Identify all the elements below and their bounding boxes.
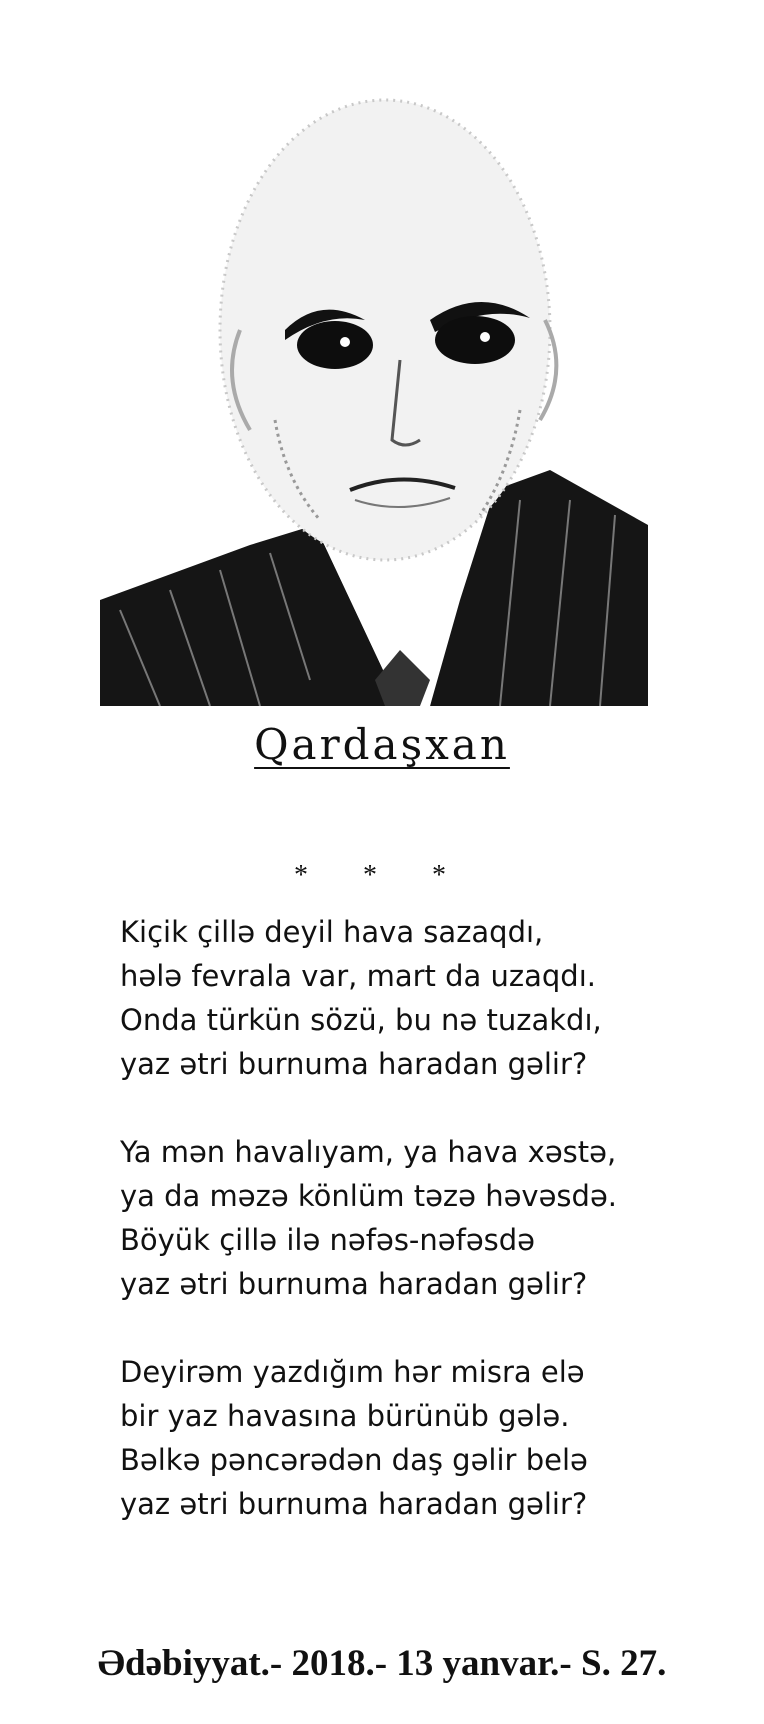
poem-line: hələ fevrala var, mart da uzaqdı. bbox=[120, 959, 596, 993]
poem-line: Onda türkün sözü, bu nə tuzakdı, bbox=[120, 1003, 602, 1037]
poem-line: yaz ətri burnuma haradan gəlir? bbox=[120, 1487, 588, 1521]
poem-line: Bəlkə pəncərədən daş gəlir belə bbox=[120, 1443, 588, 1477]
stanza-2 bbox=[120, 1130, 740, 1306]
poem-line: bir yaz havasına bürünüb gələ. bbox=[120, 1399, 570, 1433]
source-citation: Ədəbiyyat.- 2018.- 13 yanvar.- S. 27. bbox=[97, 1643, 667, 1684]
poem-line: Kiçik çillə deyil hava sazaqdı, bbox=[120, 915, 544, 949]
stanza-separator: * * * bbox=[294, 860, 470, 891]
poem-line: yaz ətri burnuma haradan gəlir? bbox=[120, 1267, 588, 1301]
poem-line: Böyük çillə ilə nəfəs-nəfəsdə bbox=[120, 1223, 536, 1257]
poem-line: yaz ətri burnuma haradan gəlir? bbox=[120, 1047, 588, 1081]
poem-line: Ya mən havalıyam, ya hava xəstə, bbox=[120, 1135, 617, 1169]
stanza-1 bbox=[120, 910, 740, 1086]
poem-line: ya da məzə könlüm təzə həvəsdə. bbox=[120, 1179, 618, 1213]
poem-line: Deyirəm yazdığım hər misra elə bbox=[120, 1355, 585, 1389]
stanza-3 bbox=[120, 1350, 740, 1526]
poem-title bbox=[0, 720, 764, 769]
poem-body bbox=[120, 910, 740, 1570]
poem-title-text: Qardaşxan bbox=[254, 720, 510, 769]
author-portrait-photo bbox=[100, 0, 648, 706]
